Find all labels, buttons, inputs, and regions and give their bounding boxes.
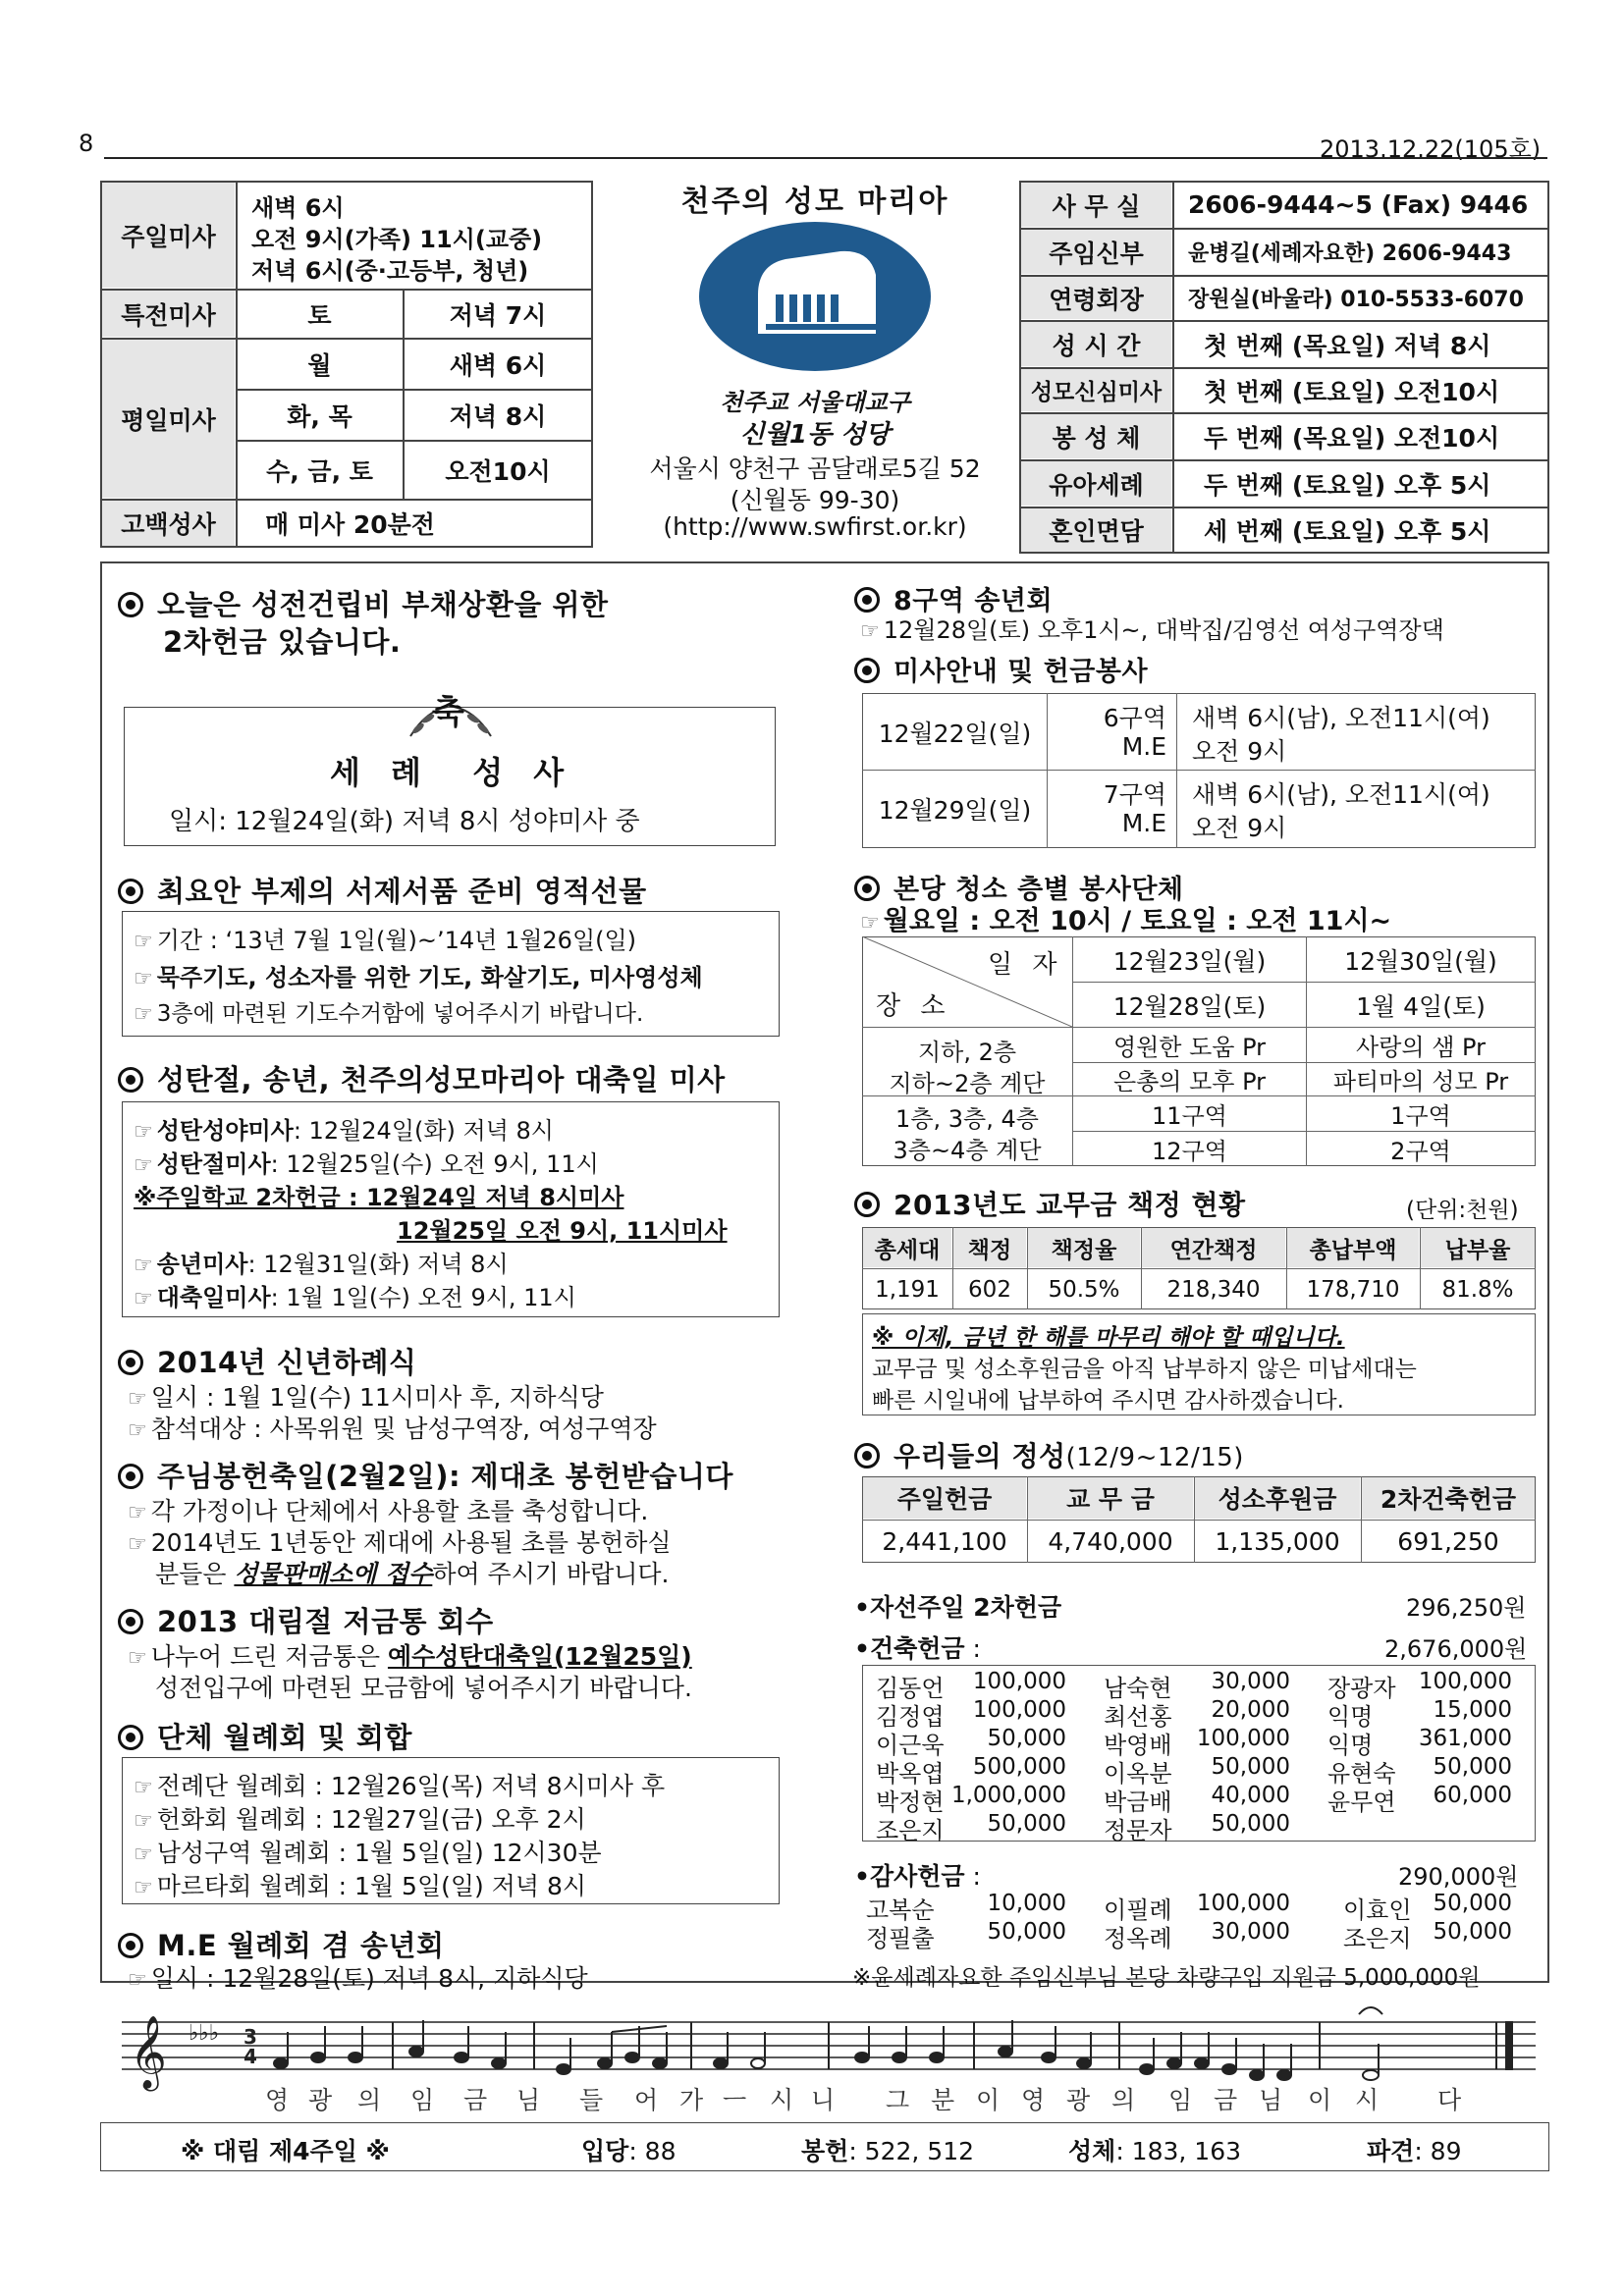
sunday-mass-time-2: 오전 9시(가족) 11시(교중) <box>251 226 543 253</box>
lyric-syllable: 다 <box>1437 2086 1462 2114</box>
cleaning-date-1: 12월23일(월) <box>1112 946 1267 976</box>
svg-text:3: 3 <box>244 2025 257 2049</box>
charity-label: •자선주일 2차헌금 <box>854 1593 1062 1622</box>
section-spiritual-gift-heading: 최요안 부제의 서제서품 준비 영적선물 <box>118 870 647 910</box>
mass-guide-group-1b: M.E <box>1121 732 1166 761</box>
dues-note-2: 교무금 및 성소후원금을 아직 납부하지 않은 미납세대는 <box>872 1357 1417 1382</box>
donor-name: 박정현 <box>876 1789 945 1816</box>
special-mass-label: 특전미사 <box>102 291 235 337</box>
lyric-syllable: 니 <box>811 2086 836 2114</box>
parish-logo-icon <box>668 218 962 375</box>
cleaning-r1-a2: 은총의 모후 Pr <box>1112 1068 1267 1095</box>
donor-name: 이효인 <box>1343 1896 1412 1924</box>
donor-name: 정필출 <box>866 1925 935 1952</box>
church-name-1: 천주교 서울대교구 <box>720 389 910 416</box>
sunday-mass-time-3: 저녁 6시(중·고등부, 청년) <box>251 257 529 285</box>
office-value-3: 장원실(바울라) 010-5533-6070 <box>1188 288 1524 312</box>
parish-title: 천주의 성모 마리아 <box>680 185 949 219</box>
donor-amount: 30,000 <box>1211 1669 1290 1694</box>
district8-line: ☞ 12월28일(토) 오후1시~, 대박집/김영선 여성구역장댁 <box>860 616 1444 644</box>
donor-name: 장광자 <box>1327 1675 1396 1702</box>
donor-name: 조은지 <box>1343 1925 1412 1952</box>
office-value-6: 두 번째 (목요일) 오전10시 <box>1204 423 1500 453</box>
footer-offering: 봉헌: 522, 512 <box>801 2137 975 2165</box>
mass-guide-time-2b: 오전 9시 <box>1192 814 1287 842</box>
office-value-4: 첫 번째 (목요일) 저녁 8시 <box>1204 331 1491 360</box>
pointing-hand-icon: ☞ <box>128 1532 147 1557</box>
cleaning-place-2a: 1층, 3층, 4층 <box>895 1105 1039 1133</box>
office-value-7: 두 번째 (토요일) 오후 5시 <box>1204 470 1491 500</box>
mass-guide-group-2b: M.E <box>1121 809 1166 837</box>
mass-guide-date-2: 12월29일(일) <box>878 796 1032 825</box>
charity-amount: 296,250원 <box>1406 1594 1527 1622</box>
bullet-icon <box>118 1725 143 1750</box>
thanks-label-line: •감사헌금 : <box>854 1862 981 1891</box>
donor-name: 유현숙 <box>1327 1760 1396 1788</box>
donor-name: 정문자 <box>1104 1817 1172 1844</box>
bullet-icon <box>854 587 880 613</box>
offering-val-2: 4,740,000 <box>1048 1527 1173 1556</box>
meeting-line-1: ☞ 전례단 월례회 : 12월26일(목) 저녁 8시미사 후 <box>134 1772 666 1800</box>
lyric-syllable: 의 <box>1111 2086 1136 2114</box>
issue-date: 2013.12.22(105호) <box>1320 135 1542 163</box>
candlemas-line-3: 분들은 성물판매소에 접수하여 주시기 바랍니다. <box>155 1560 670 1588</box>
dues-val-4: 218,340 <box>1166 1276 1261 1303</box>
bullet-icon <box>118 879 143 904</box>
cleaning-r2-a1: 11구역 <box>1152 1102 1227 1130</box>
cleaning-place-2b: 3층~4층 계단 <box>893 1137 1042 1164</box>
dues-val-2: 602 <box>968 1276 1011 1303</box>
offering-head-4: 2차건축헌금 <box>1362 1477 1535 1519</box>
donor-amount: 50,000 <box>1433 1891 1512 1916</box>
solemnity-mass: ☞ 대축일미사: 1월 1일(수) 오전 9시, 11시 <box>134 1284 576 1311</box>
confession-label: 고백성사 <box>102 501 235 546</box>
spiritual-gift-line-3: ☞ 3층에 마련된 기도수거함에 넣어주시기 바랍니다. <box>134 1001 644 1027</box>
cleaning-date-3: 12월28일(토) <box>1112 991 1267 1021</box>
lyric-syllable: 금 <box>1214 2086 1238 2114</box>
dues-val-1: 1,191 <box>875 1276 940 1303</box>
section-new-year-heading: 2014년 신년하례식 <box>118 1341 416 1381</box>
sunday-school-collection-2: 12월25일 오전 9시, 11시미사 <box>397 1217 728 1245</box>
pointing-hand-icon: ☞ <box>134 1809 153 1834</box>
donor-amount: 100,000 <box>1196 1891 1290 1916</box>
weekday-time-3: 오전10시 <box>445 456 551 486</box>
donor-name: 김동언 <box>876 1675 945 1702</box>
section-district8-heading: 8구역 송년회 <box>854 579 1053 617</box>
lyric-syllable: 광 <box>308 2086 333 2114</box>
donor-amount: 50,000 <box>987 1726 1066 1751</box>
spiritual-gift-line-2: ☞ 묵주기도, 성소자를 위한 기도, 화살기도, 미사영성체 <box>134 964 703 991</box>
thanks-amount: 290,000원 <box>1398 1863 1519 1891</box>
pointing-hand-icon: ☞ <box>134 1776 153 1800</box>
piggybank-line-1: ☞ 나누어 드린 저금통은 예수성탄대축일(12월25일) <box>128 1642 692 1671</box>
year-end-mass: ☞ 송년미사: 12월31일(화) 저녁 8시 <box>134 1251 509 1278</box>
pointing-hand-icon: ☞ <box>128 1387 147 1412</box>
donor-amount: 100,000 <box>972 1669 1066 1694</box>
donor-amount: 30,000 <box>1211 1919 1290 1945</box>
donor-amount: 50,000 <box>987 1919 1066 1945</box>
section-me-meeting-heading: M.E 월례회 겸 송년회 <box>118 1924 445 1964</box>
pointing-hand-icon: ☞ <box>134 1287 153 1311</box>
lyric-syllable: 시 <box>770 2086 794 2114</box>
donor-name: 박영배 <box>1104 1732 1172 1759</box>
sunday-mass-label: 주일미사 <box>102 183 235 288</box>
sunday-school-collection-1: ※주일학교 2차헌금 : 12월24일 저녁 8시미사 <box>134 1184 624 1211</box>
office-value-2: 윤병길(세례자요한) 2606-9443 <box>1188 241 1512 266</box>
donor-amount: 60,000 <box>1433 1783 1512 1808</box>
office-value-1: 2606-9444~5 (Fax) 9446 <box>1188 190 1529 219</box>
weekday-day-3: 수, 금, 토 <box>266 456 373 486</box>
footer-entry: 입당: 88 <box>581 2137 677 2165</box>
donor-name: 이필례 <box>1104 1896 1172 1924</box>
donor-amount: 100,000 <box>1196 1726 1290 1751</box>
offering-val-4: 691,250 <box>1397 1527 1499 1556</box>
pointing-hand-icon: ☞ <box>134 1876 153 1900</box>
office-label-6: 봉 성 체 <box>1021 414 1171 458</box>
lyric-syllable: 광 <box>1066 2086 1091 2114</box>
donor-name: 이옥분 <box>1104 1760 1172 1788</box>
donor-amount: 50,000 <box>1211 1811 1290 1837</box>
lyric-syllable: 금 <box>463 2086 488 2114</box>
header-rule <box>104 157 1547 159</box>
church-name-2: 신월1동 성당 <box>739 420 891 450</box>
footer-dismissal: 파견: 89 <box>1367 2137 1462 2165</box>
section-mass-guide-heading: 미사안내 및 헌금봉사 <box>854 650 1148 688</box>
dues-note-1: ※ 이제, 금년 한 해를 마무리 해야 할 때입니다. <box>872 1325 1345 1351</box>
cleaning-r2-a2: 12구역 <box>1152 1137 1227 1165</box>
weekday-time-1: 새벽 6시 <box>449 350 547 380</box>
bullet-icon <box>118 1464 143 1489</box>
office-label-7: 유아세례 <box>1021 461 1171 506</box>
mass-guide-group-1a: 6구역 <box>1103 704 1166 732</box>
bullet-icon <box>118 1067 143 1093</box>
parish-address-1: 서울시 양천구 곰달래로5길 52 <box>649 454 981 483</box>
spiritual-gift-line-1: ☞ 기간 : ‘13년 7월 1일(월)~’14년 1월26일(일) <box>134 927 637 954</box>
lyric-syllable: 그 <box>886 2086 910 2114</box>
section-candlemas-heading: 주님봉헌축일(2월2일): 제대초 봉헌받습니다 <box>118 1455 733 1495</box>
donor-amount: 1,000,000 <box>950 1783 1066 1808</box>
donor-amount: 361,000 <box>1418 1726 1512 1751</box>
pointing-hand-icon: ☞ <box>134 1120 153 1145</box>
dues-val-3: 50.5% <box>1048 1276 1120 1303</box>
office-value-8: 세 번째 (토요일) 오후 5시 <box>1204 517 1491 546</box>
lyric-syllable: 영 <box>1021 2086 1046 2114</box>
cleaning-date-4: 1월 4일(토) <box>1356 991 1486 1021</box>
donor-name: 조은지 <box>876 1817 945 1844</box>
baptism-when: 일시: 12월24일(화) 저녁 8시 성야미사 중 <box>169 807 640 836</box>
mass-guide-time-1a: 새벽 6시(남), 오전11시(여) <box>1192 704 1490 732</box>
donor-name: 남숙현 <box>1104 1675 1172 1702</box>
dues-unit: (단위:천원) <box>1406 1198 1519 1223</box>
lyric-syllable: 영 <box>265 2086 290 2114</box>
weekday-mass-label: 평일미사 <box>102 340 235 498</box>
pointing-hand-icon: ☞ <box>134 1153 153 1178</box>
footer-week: ※ 대림 제4주일 ※ <box>181 2137 390 2165</box>
bullet-icon <box>854 876 880 901</box>
cleaning-r1-a1: 영원한 도움 Pr <box>1112 1034 1267 1061</box>
meeting-line-4: ☞ 마르타회 월례회 : 1월 5일(일) 저녁 8시 <box>134 1872 587 1900</box>
cleaning-place-1a: 지하, 2층 <box>917 1039 1017 1066</box>
vehicle-footnote: ※윤세례자요한 주임신부님 본당 차량구입 지원금 5,000,000원 <box>852 1965 1481 1991</box>
pointing-hand-icon: ☞ <box>128 1418 147 1443</box>
pointing-hand-icon: ☞ <box>128 1501 147 1525</box>
donor-amount: 10,000 <box>987 1891 1066 1916</box>
confession-value: 매 미사 20분전 <box>265 510 435 539</box>
lyric-syllable: 의 <box>357 2086 382 2114</box>
section-christmas-mass-heading: 성탄절, 송년, 천주의성모마리아 대축일 미사 <box>118 1058 726 1098</box>
cleaning-head-date: 일 자 <box>988 950 1063 980</box>
bullet-icon <box>854 1443 880 1468</box>
donor-amount: 50,000 <box>1211 1754 1290 1780</box>
pointing-hand-icon: ☞ <box>860 911 880 935</box>
page-number: 8 <box>79 130 94 157</box>
lyric-syllable: 이 <box>1308 2086 1332 2114</box>
section-second-collection-heading: 오늘은 성전건립비 부채상환을 위한 <box>118 583 609 623</box>
donor-amount: 50,000 <box>987 1811 1066 1837</box>
candlemas-line-1: ☞ 각 가정이나 단체에서 사용할 초를 축성합니다. <box>128 1497 649 1525</box>
dues-head-3: 책정율 <box>1028 1228 1140 1267</box>
pointing-hand-icon: ☞ <box>134 1002 153 1027</box>
office-label-3: 연령회장 <box>1021 277 1171 319</box>
mass-guide-time-2a: 새벽 6시(남), 오전11시(여) <box>1192 780 1490 809</box>
office-label-5: 성모신심미사 <box>1021 369 1171 411</box>
donor-amount: 40,000 <box>1211 1783 1290 1808</box>
piggybank-line-2: 성전입구에 마련된 모금함에 넣어주시기 바랍니다. <box>155 1674 692 1702</box>
pointing-hand-icon: ☞ <box>134 1842 153 1867</box>
donor-amount: 15,000 <box>1433 1697 1512 1723</box>
meeting-line-2: ☞ 헌화회 월례회 : 12월27일(금) 오후 2시 <box>134 1805 586 1834</box>
section-meetings-heading: 단체 월례회 및 회합 <box>118 1716 412 1756</box>
mass-guide-date-1: 12월22일(일) <box>878 719 1032 748</box>
lyric-syllable: 가 <box>679 2086 704 2114</box>
baptism-title: 세 례 성 사 <box>330 754 574 791</box>
donor-name: 박옥엽 <box>876 1760 945 1788</box>
mass-guide-group-2a: 7구역 <box>1103 780 1166 809</box>
footer-communion: 성체: 183, 163 <box>1068 2137 1242 2165</box>
parish-address-2: (신월동 99-30) <box>730 486 900 514</box>
special-mass-time: 저녁 7시 <box>449 300 547 330</box>
building-label-line: •건축헌금 : <box>854 1634 981 1663</box>
donor-name: 이근욱 <box>876 1732 945 1759</box>
dues-val-5: 178,710 <box>1306 1276 1400 1303</box>
dues-head-6: 납부율 <box>1421 1228 1535 1267</box>
section-piggybank-heading: 2013 대림절 저금통 회수 <box>118 1600 494 1640</box>
meeting-line-3: ☞ 남성구역 월례회 : 1월 5일(일) 12시30분 <box>134 1839 602 1867</box>
office-label-1: 사 무 실 <box>1021 183 1171 227</box>
bullet-icon <box>118 1350 143 1375</box>
lyric-syllable: 분 <box>931 2086 955 2114</box>
pointing-hand-icon: ☞ <box>134 930 153 954</box>
lyric-syllable: 어 <box>634 2086 659 2114</box>
cleaning-head-place: 장 소 <box>876 991 951 1021</box>
donor-name: 정옥례 <box>1104 1925 1172 1952</box>
section-dues-heading: 2013년도 교무금 책정 현황 <box>854 1184 1246 1223</box>
lyric-syllable: 시 <box>1355 2086 1380 2114</box>
section-offerings-heading: 우리들의 정성(12/9~12/15) <box>854 1435 1244 1474</box>
cleaning-place-1b: 지하~2층 계단 <box>889 1070 1046 1097</box>
new-year-line-2: ☞ 참석대상 : 사목위원 및 남성구역장, 여성구역장 <box>128 1415 657 1443</box>
office-label-4: 성 시 간 <box>1021 322 1171 366</box>
svg-text:4: 4 <box>244 2045 257 2068</box>
offering-head-2: 교 무 금 <box>1028 1477 1193 1519</box>
donor-amount: 50,000 <box>1433 1919 1512 1945</box>
lyric-syllable: 님 <box>1259 2086 1283 2114</box>
special-mass-day: 토 <box>307 300 332 330</box>
cleaning-r2-b2: 2구역 <box>1390 1137 1451 1165</box>
section-second-collection-heading-2: 2차헌금 있습니다. <box>163 625 402 659</box>
offering-head-3: 성소후원금 <box>1195 1477 1360 1519</box>
treble-clef-icon: 𝄞 <box>130 2016 167 2089</box>
svg-text:♭♭♭: ♭♭♭ <box>189 2021 220 2046</box>
lyric-syllable: 이 <box>976 2086 1001 2114</box>
bullet-icon <box>118 592 143 617</box>
donor-name: 김정엽 <box>876 1703 945 1731</box>
donor-amount: 50,000 <box>1433 1754 1512 1780</box>
weekday-day-1: 월 <box>307 350 332 380</box>
bullet-icon <box>118 1933 143 1958</box>
donor-name: 윤무연 <box>1327 1789 1396 1816</box>
candlemas-line-2: ☞ 2014년도 1년동안 제대에 사용될 초를 봉헌하실 <box>128 1528 672 1557</box>
lyric-syllable: ㅡ <box>723 2086 747 2114</box>
dues-head-2: 책정 <box>953 1228 1026 1267</box>
cleaning-date-2: 12월30일(월) <box>1344 946 1497 976</box>
dues-head-5: 총납부액 <box>1287 1228 1419 1267</box>
parish-url[interactable]: (http://www.swfirst.or.kr) <box>663 512 967 541</box>
pointing-hand-icon: ☞ <box>128 1968 147 1993</box>
section-cleaning-heading: 본당 청소 층별 봉사단체 <box>854 868 1184 906</box>
cleaning-sub: ☞ 월요일 : 오전 10시 / 토요일 : 오전 11시~ <box>860 906 1392 936</box>
cleaning-r1-b1: 사랑의 샘 Pr <box>1356 1034 1486 1061</box>
bullet-icon <box>118 1609 143 1634</box>
office-value-5: 첫 번째 (토요일) 오전10시 <box>1204 377 1500 406</box>
donor-amount: 100,000 <box>1418 1669 1512 1694</box>
offering-val-3: 1,135,000 <box>1215 1527 1340 1556</box>
donor-name: 최선홍 <box>1104 1703 1172 1731</box>
offering-val-1: 2,441,100 <box>882 1527 1007 1556</box>
baptism-chuk: 축 <box>432 693 464 732</box>
mass-guide-time-1b: 오전 9시 <box>1192 737 1287 766</box>
dues-head-1: 총세대 <box>863 1228 951 1267</box>
me-meeting-line: ☞ 일시 : 12월28일(토) 저녁 8시, 지하식당 <box>128 1964 588 1993</box>
christmas-day-mass: ☞ 성탄절미사: 12월25일(수) 오전 9시, 11시 <box>134 1150 599 1178</box>
dues-head-4: 연간책정 <box>1142 1228 1285 1267</box>
lyric-syllable: 임 <box>1168 2086 1193 2114</box>
lyric-syllable: 임 <box>410 2086 435 2114</box>
christmas-eve-mass: ☞ 성탄성야미사: 12월24일(화) 저녁 8시 <box>134 1117 554 1145</box>
dues-val-6: 81.8% <box>1441 1276 1514 1303</box>
offering-head-1: 주일헌금 <box>863 1477 1026 1519</box>
pointing-hand-icon: ☞ <box>128 1646 147 1671</box>
weekday-day-2: 화, 목 <box>287 401 352 431</box>
donor-name: 고복순 <box>866 1896 935 1924</box>
donor-name: 익명 <box>1327 1703 1374 1731</box>
pointing-hand-icon: ☞ <box>134 967 153 991</box>
cleaning-r2-b1: 1구역 <box>1390 1102 1451 1130</box>
office-label-8: 혼인면담 <box>1021 508 1171 552</box>
weekday-time-2: 저녁 8시 <box>449 401 547 431</box>
lyric-syllable: 님 <box>516 2086 541 2114</box>
cleaning-r1-b2: 파티마의 성모 Pr <box>1332 1068 1509 1095</box>
office-label-2: 주임신부 <box>1021 230 1171 274</box>
sunday-mass-time-1: 새벽 6시 <box>251 194 345 222</box>
lyric-syllable: 들 <box>579 2086 604 2114</box>
pointing-hand-icon: ☞ <box>134 1254 153 1278</box>
donor-name: 박금배 <box>1104 1789 1172 1816</box>
bullet-icon <box>854 658 880 683</box>
new-year-line-1: ☞ 일시 : 1월 1일(수) 11시미사 후, 지하식당 <box>128 1383 604 1412</box>
donor-name: 익명 <box>1327 1732 1374 1759</box>
pointing-hand-icon: ☞ <box>860 619 880 644</box>
dues-note-3: 빠른 시일내에 납부하여 주시면 감사하겠습니다. <box>872 1388 1344 1414</box>
bullet-icon <box>854 1192 880 1217</box>
building-amount: 2,676,000원 <box>1384 1635 1528 1663</box>
donor-amount: 500,000 <box>972 1754 1066 1780</box>
donor-amount: 20,000 <box>1211 1697 1290 1723</box>
donor-amount: 100,000 <box>972 1697 1066 1723</box>
